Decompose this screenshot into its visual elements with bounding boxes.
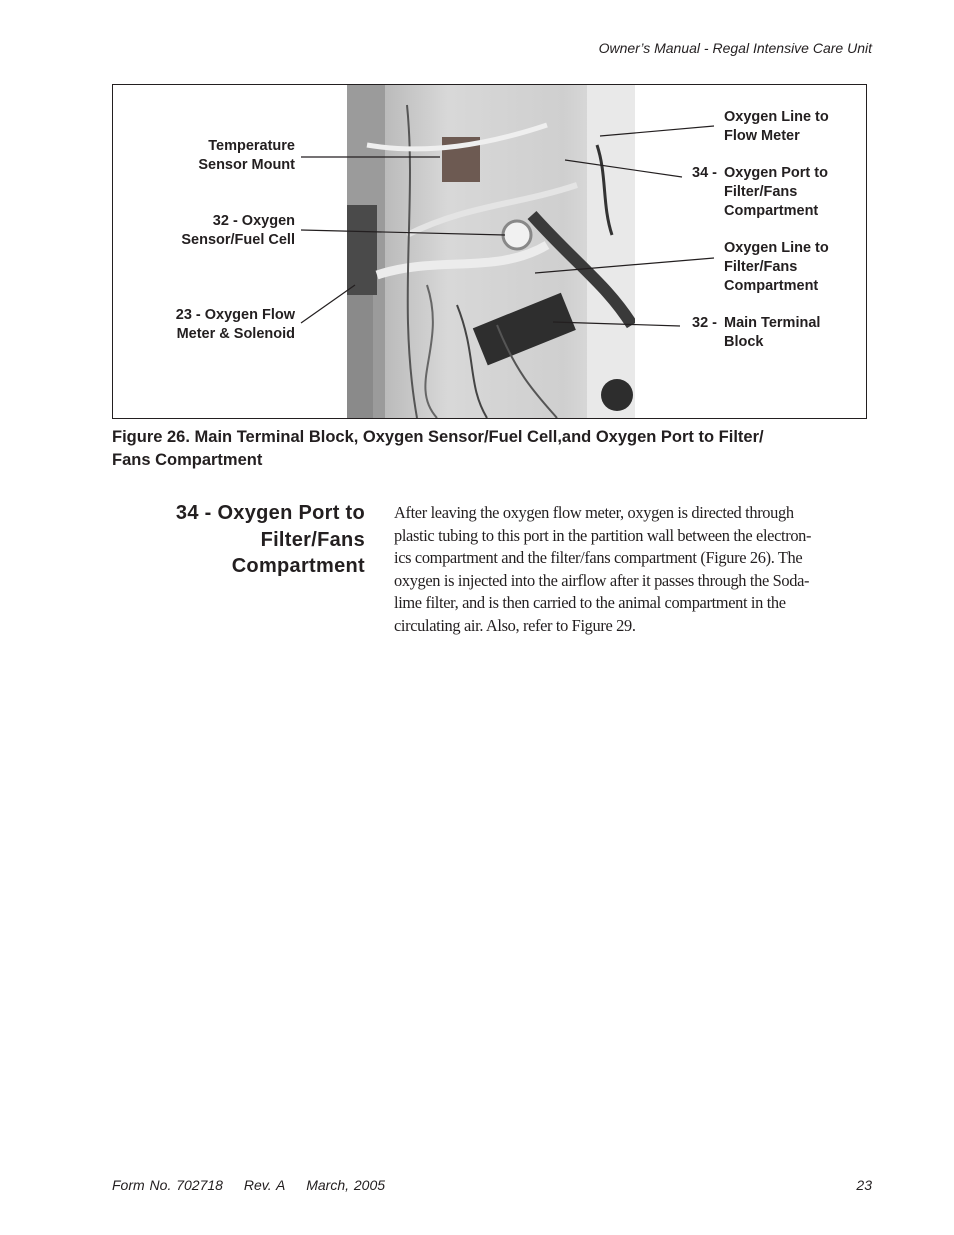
body-line: lime filter, and is then carried to the animal compartment in the [394,593,786,613]
callout-temperature-sensor-mount: Temperature Sensor Mount [198,138,295,173]
section-heading: 34 - Oxygen Port to Filter/Fans Compartment [175,502,365,577]
body-line: oxygen is injected into the airflow after it passes through the Soda- [394,570,810,590]
section-body [394,502,864,638]
revision: Rev. A [243,1177,286,1193]
body-line: plastic tubing to this port in the partition wall between the electron- [394,525,812,545]
form-number: Form No. 702718 [112,1177,223,1193]
body-line: After leaving the oxygen flow meter, oxygen is directed through [394,503,794,522]
body-line: circulating air. Also, refer to Figure 29. [394,615,636,635]
callout-oxygen-sensor-fuel-cell: 32 - Oxygen Sensor/Fuel Cell [181,213,295,248]
figure-caption: Figure 26. Main Terminal Block, Oxygen Sensor/Fuel Cell,and Oxygen Port to Filter/ Fans Compartment [112,428,764,469]
page-number: 23 [856,1177,872,1193]
callout-oxygen-flow-meter-solenoid: 23 - Oxygen Flow Meter & Solenoid [175,307,295,342]
callout-oxygen-line-to-flow-meter: Oxygen Line to Flow Meter [724,109,829,144]
publication-date: March, 2005 [306,1177,386,1193]
body-line: ics compartment and the filter/fans compartment (Figure 26). The [394,548,803,568]
footer-form-info [112,1177,401,1193]
running-header: Owner’s Manual - Regal Intensive Care Unit [598,40,872,56]
callout-oxygen-port-to-filter-fans: 34 - Oxygen Port to Filter/Fans Compartment [692,165,828,219]
terminal-block-photo [347,85,635,418]
callout-oxygen-line-to-filter-fans: Oxygen Line to Filter/Fans Compartment [724,240,829,294]
callout-main-terminal-block: 32 - Main Terminal Block [692,315,821,350]
